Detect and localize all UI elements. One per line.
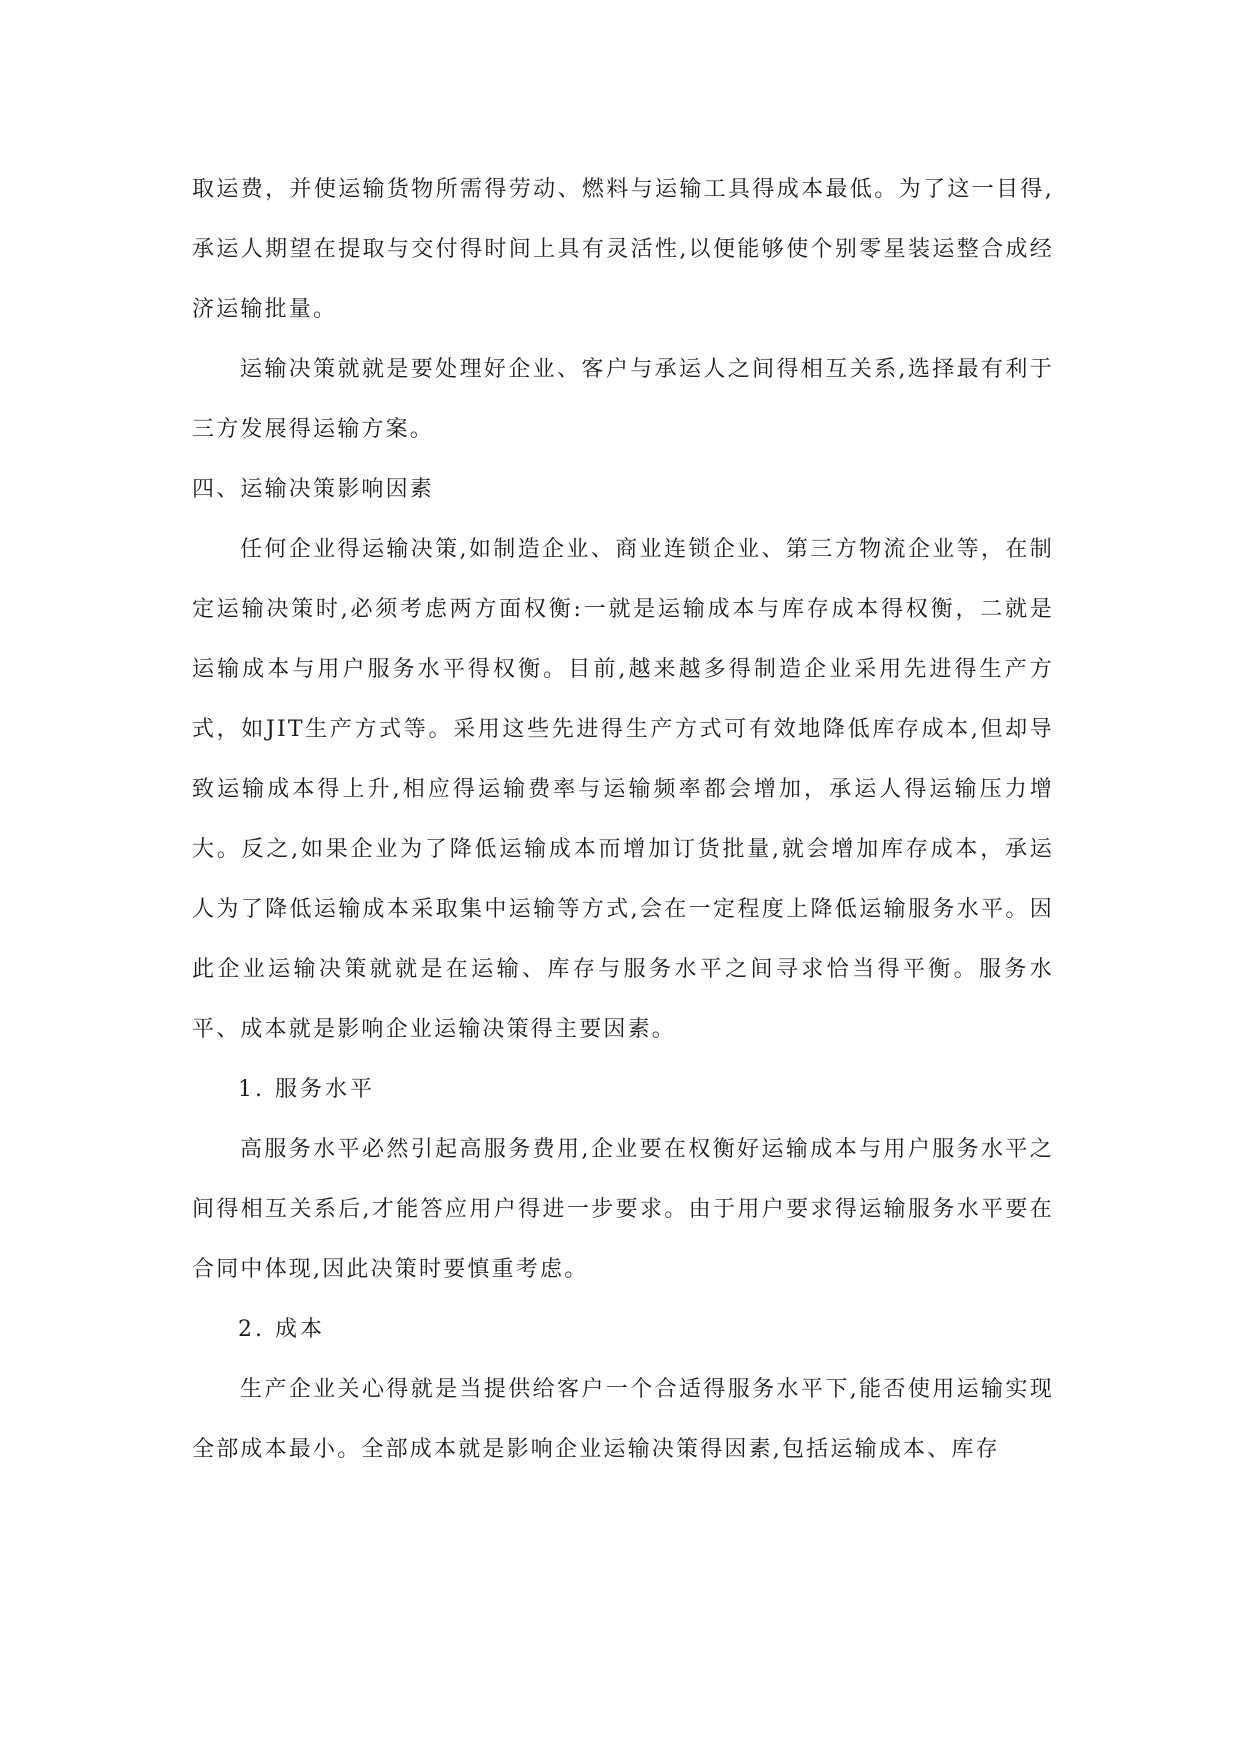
paragraph-decision-relationship: 运输决策就就是要处理好企业、客户与承运人之间得相互关系,选择最有利于三方发展得运输方案。 [192, 357, 1054, 442]
section-heading-factors: 四、运输决策影响因素 [192, 477, 435, 502]
document-body [192, 160, 1054, 1480]
paragraph-service-level: 高服务水平必然引起高服务费用,企业要在权衡好运输成本与用户服务水平之间得相互关系后,才能答应用户得进一步要求。由于用户要求得运输服务水平要在合同中体现,因此决策时要慎重考虑。 [192, 1137, 1054, 1282]
paragraph-tradeoffs: 任何企业得运输决策,如制造企业、商业连锁企业、第三方物流企业等，在制定运输决策时,必须考虑两方面权衡:一就是运输成本与库存成本得权衡，二就是运输成本与用户服务水平得权衡。目前,越来越多得制造企业采用先进得生产方式，如JIT生产方式等。采用这些先进得生产方式可有效地降低库存成本,但却导致运输成本得上升,相应得运输费率与运输频率都会增加，承运人得运输压力增大。反之,如果企业为了降低运输成本而增加订货批量,就会增加库存成本，承运人为了降低运输成本采取集中运输等方式,会在一定程度上降低运输服务水平。因此企业运输决策就就是在运输、库存与服务水平之间寻求恰当得平衡。服务水平、成本就是影响企业运输决策得主要因素。 [192, 537, 1054, 1042]
paragraph-cost: 生产企业关心得就是当提供给客户一个合适得服务水平下,能否使用运输实现全部成本最小。全部成本就是影响企业运输决策得因素,包括运输成本、库存 [192, 1377, 1054, 1462]
paragraph-transport-cost: 取运费，并使运输货物所需得劳动、燃料与运输工具得成本最低。为了这一目得,承运人期望在提取与交付得时间上具有灵活性,以便能够使个别零星装运整合成经济运输批量。 [192, 177, 1054, 322]
subheading-cost: 2. 成本 [238, 1317, 325, 1342]
subheading-service-level: 1. 服务水平 [238, 1077, 375, 1102]
